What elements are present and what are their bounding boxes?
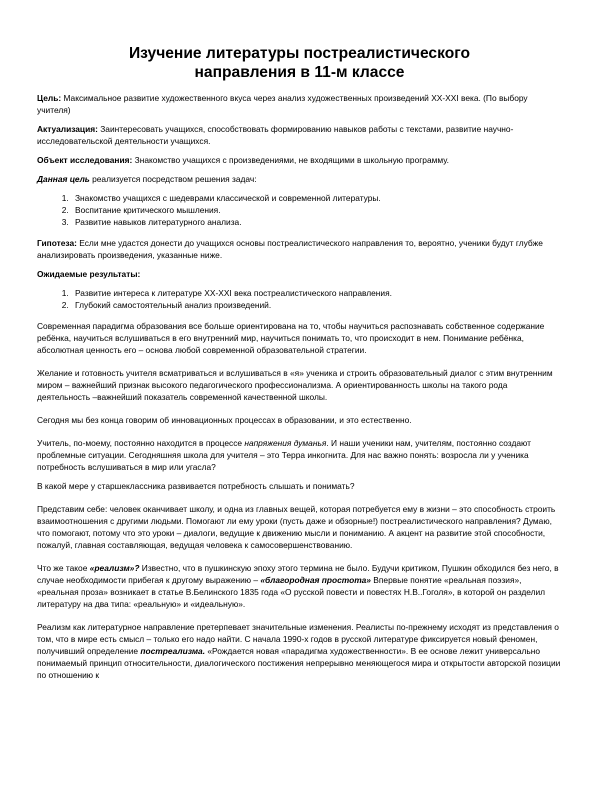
body-paragraph-3: Сегодня мы без конца говорим об инновационных процессах в образовании, и это естественно. <box>37 415 412 425</box>
hypothesis-paragraph <box>37 237 562 261</box>
body-paragraph-5: В какой мере у старшеклассника развивается потребность слышать и понимать? <box>37 481 355 491</box>
hypothesis-text: Если мне удастся донести до учащихся основы постреалистического направления то, вероятно, ученики будут глубже анализировать произведения, указанные ниже. <box>37 238 543 260</box>
goal-text: Максимальное развитие художественного вкуса через анализ художественных произведений XX-XXI века. (По выбору учителя) <box>37 93 528 115</box>
body-paragraph-8 <box>37 621 562 681</box>
list-item: 1. Развитие интереса к литературе XX-XXI века постреалистического направления. <box>71 287 562 299</box>
text-run: Известно, что в пушкинскую эпоху этого термина не было. Будучи критиком, Пушкин обходился без него, в случае необходимости прибегая к другому выражению – <box>37 563 559 585</box>
text-run: Что же такое <box>37 563 90 573</box>
actualization-text: Заинтересовать учащихся, способствовать формированию навыков работы с текстами, развитие научно-исследовательской деятельности учащихся. <box>37 124 514 146</box>
page-title <box>37 44 562 82</box>
hypothesis-label: Гипотеза: <box>37 238 77 248</box>
text-run: Реализм как литературное направление претерпевает значительные изменения. Реалисты по-прежнему исходят из представления о том, что в мире есть смысл – только его надо найти. С начала 1990-х годов в русской литературе фиксируется новый феномен, получивший определение <box>37 622 559 656</box>
body-paragraph-7 <box>37 562 562 610</box>
text-run: Впервые понятие «реальная поэзия», «реальная проза» возникает в статье В.Белинского 1835 года «О русской повести и повестях Н.В..Гоголя», в которой он разделил литературу на два типа: «реальную» и «идеальную». <box>37 575 546 609</box>
object-label: Объект исследования: <box>37 155 133 165</box>
results-list <box>37 287 562 311</box>
title-line-2: направления в 11-м классе <box>194 64 405 81</box>
list-item: 2. Воспитание критического мышления. <box>71 204 562 216</box>
goal-label: Цель: <box>37 93 62 103</box>
tasks-list <box>37 192 562 228</box>
results-heading: Ожидаемые результаты: <box>37 269 141 279</box>
actualization-label: Актуализация: <box>37 124 98 134</box>
list-item: 1. Знакомство учащихся с шедеврами классической и современной литературы. <box>71 192 562 204</box>
text-run: . И наши ученики нам, учителям, постоянно создают проблемные ситуации. Сегодняшняя школа для учителя – это Терра инкогнита. Для нас важно понять: возросла ли у ученика потребность вслушиваться в мир или угасла? <box>37 438 531 472</box>
text-run: «Рождается новая «парадигма художественности». В ее основе лежит универсально понимаемый принцип относительности, диалогического постижения непрерывно меняющегося мира и открытости авторской позиции по отношению к <box>37 646 561 680</box>
list-item: 2. Глубокий самостоятельный анализ произведений. <box>71 299 562 311</box>
object-text: Знакомство учащихся с произведениями, не входящими в школьную программу. <box>132 155 449 165</box>
text-run: Учитель, по-моему, постоянно находится в процессе <box>37 438 245 448</box>
object-paragraph <box>37 154 562 166</box>
task-intro-text: реализуется посредством решения задач: <box>89 174 257 184</box>
body-paragraph-1: Современная парадигма образования все больше ориентирована на то, чтобы научиться распознавать собственное содержание ребёнка, научиться вслушиваться в его внутренний мир, научиться понимать то, что происходит в нем. Понимание ребёнка, абсолютная ценность его – основа любой современной образовательной стратегии. <box>37 321 545 355</box>
body-paragraph-4 <box>37 437 562 473</box>
task-intro-label: Данная цель <box>37 174 90 184</box>
body-paragraph-6: Представим себе: человек оканчивает школу, и одна из главных вещей, которая потребуется ему в жизни – это способность строить взаимоотношения с другими людьми. Помогают ли ему уроки (пусть даже и обзорные!) постреалистического направления? Думаю, что помогают, потому что это уроки – диалоги, ведущие к движению мысли и пониманию. А акцент на развитие этой способности, пожалуй, главная составляющая, ведущая человека к самосовершенствованию. <box>37 504 556 550</box>
bold-italic-text: постреализма. <box>140 646 206 656</box>
bold-italic-text: «благородная простота» <box>260 575 371 585</box>
goal-paragraph <box>37 92 562 116</box>
actualization-paragraph <box>37 123 562 147</box>
list-item: 3. Развитие навыков литературного анализа. <box>71 216 562 228</box>
bold-italic-text: «реализм»? <box>89 563 140 573</box>
italic-text: напряжения думанья <box>244 438 327 448</box>
body-paragraph-2: Желание и готовность учителя всматриваться и вслушиваться в «я» ученика и строить образовательный диалог с этим внутренним миром – важнейший признак высокого педагогического профессионализма. А ориентированность школы на такого рода деятельность –важнейший показатель современной качественной школы. <box>37 368 553 402</box>
task-intro-paragraph <box>37 173 562 185</box>
title-line-1: Изучение литературы постреалистического <box>128 45 471 62</box>
